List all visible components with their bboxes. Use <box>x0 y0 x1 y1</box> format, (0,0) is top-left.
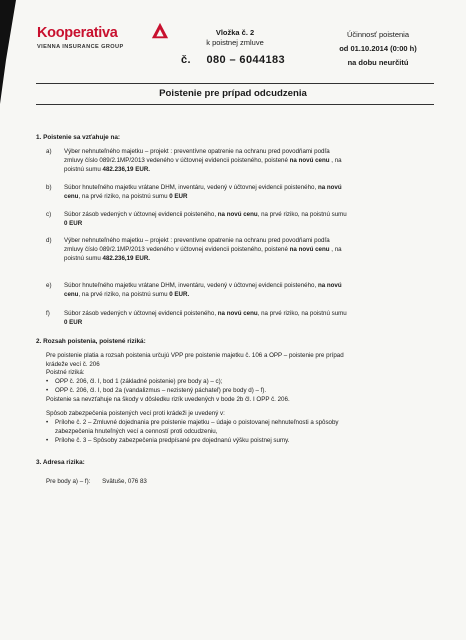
title-top-rule <box>36 83 434 84</box>
item-line: poistnú sumu 482.236,19 EUR. <box>64 255 151 262</box>
validity-date: od 01.10.2014 (0:00 h) <box>339 44 417 53</box>
bullet-text <box>55 419 435 436</box>
logo-triangle-icon <box>151 22 169 40</box>
annex-header <box>180 28 290 48</box>
item-line: 0 EUR <box>64 220 83 227</box>
annex-number: Vložka č. 2 <box>215 28 255 37</box>
section-3-heading: 3. Adresa rizika: <box>36 459 85 466</box>
item-text <box>64 183 436 201</box>
validity-block <box>318 28 438 70</box>
document-title: Poistenie pre prípad odcudzenia <box>159 88 307 99</box>
item-line: zmluvy číslo 089/2.1MP/2013 vedeného v účtovnej evidencii poisteného, poistené na novú cenu , na <box>64 246 342 253</box>
item-line: cenu, na prvé riziko, na poistnú sumu 0 EUR. <box>64 291 190 298</box>
item-line: zmluvy číslo 089/2.1MP/2013 vedeného v účtovnej evidencii poisteného, poistené na novú cenu , na <box>64 157 342 164</box>
item-line: poistnú sumu 482.236,19 EUR. <box>64 166 151 173</box>
paragraph-line: krádeže vecí č. 206 <box>46 360 100 368</box>
bullet-icon: • <box>46 387 49 394</box>
item-line: Súbor zásob vedených v účtovnej evidencii poisteného, na novú cenu, na prvé riziko, na poistnú sumu <box>64 310 347 317</box>
item-text <box>64 281 436 299</box>
bullet-icon: • <box>46 437 49 444</box>
logo-name: Kooperativa <box>37 25 118 41</box>
logo-subtitle: VIENNA INSURANCE GROUP <box>37 44 124 50</box>
item-label: b) <box>46 184 52 191</box>
bullet-line: zabezpečenia hnuteľných vecí a cenností proti odcudzeniu, <box>55 427 218 435</box>
bullet-icon: • <box>46 419 49 426</box>
annex-subtitle: k poistnej zmluve <box>206 38 264 47</box>
address-label: Pre body a) – f): <box>46 478 91 485</box>
item-text <box>64 210 436 228</box>
coverage-item-c <box>46 210 438 230</box>
item-text <box>64 309 436 327</box>
item-line: cenu, na prvé riziko, na poistnú sumu 0 EUR <box>64 193 188 200</box>
item-line: Súbor hnuteľného majetku vrátane DHM, inventáru, vedený v účtovnej evidencii poisteného, na novú <box>64 184 342 191</box>
coverage-item-a <box>46 147 438 177</box>
risk-address <box>46 478 147 485</box>
item-label: d) <box>46 237 52 244</box>
title-bottom-rule <box>36 104 434 105</box>
bullet-text: OPP č. 206, čl. I, bod 2a (vandalizmus – nezistený páchateľ) pre body d) – f). <box>55 387 267 394</box>
paragraph-line: Pre poistenie platia a rozsah poistenia určujú VPP pre poistenie majetku č. 106 a OPP – poistenie pre prípad <box>46 352 344 359</box>
item-text <box>64 236 436 263</box>
coverage-item-e <box>46 281 438 301</box>
validity-label: Účinnosť poistenia <box>346 30 409 39</box>
item-line: 0 EUR <box>64 319 83 326</box>
bullet-icon: • <box>46 378 49 385</box>
section-1-heading: 1. Poistenie sa vzťahuje na: <box>36 134 121 141</box>
contract-prefix: č. <box>181 54 191 66</box>
scope-paragraph <box>46 352 438 378</box>
company-logo <box>37 24 177 50</box>
risks-label: Poistné riziká: <box>46 369 85 377</box>
contract-number: 080 – 6044183 <box>206 54 286 66</box>
bullet-text: OPP č. 206, čl. I, bod 1 (základné poistenie) pre body a) – c); <box>55 378 223 385</box>
item-line: Súbor zásob vedených v účtovnej evidencii poisteného, na novú cenu, na prvé riziko, na poistnú sumu <box>64 211 347 218</box>
item-line: Súbor hnuteľného majetku vrátane DHM, inventáru, vedený v účtovnej evidencii poisteného, na novú <box>64 282 342 289</box>
item-line: Výber nehnuteľného majetku – projekt : preventívne opatrenie na ochranu pred povodňami podľa <box>64 148 330 155</box>
validity-term: na dobu neurčitú <box>347 58 409 67</box>
exclusion-paragraph: Poistenie sa nevzťahuje na škody v dôsledku rizík uvedených v bode 2b čl. I OPP č. 206. <box>46 396 290 403</box>
coverage-item-d <box>46 236 438 266</box>
item-line: Výber nehnuteľného majetku – projekt : preventívne opatrenie na ochranu pred povodňami podľa <box>64 237 330 244</box>
item-label: a) <box>46 148 52 155</box>
item-label: e) <box>46 282 52 289</box>
item-label: c) <box>46 211 52 218</box>
coverage-item-b <box>46 183 438 203</box>
address-value: Svätuše, 076 83 <box>102 478 147 485</box>
bullet-line: Prílohe č. 2 – Zmluvné dojednania pre poistenie majetku – údaje o poistovanej nehnuteľnosti a spôsoby <box>55 419 339 426</box>
section-2-heading: 2. Rozsah poistenia, poistené riziká: <box>36 338 146 345</box>
item-label: f) <box>46 310 50 317</box>
bullet-text: Prílohe č. 3 – Spôsoby zabezpečenia predpísané pre dojednanú výšku poistnej sumy. <box>55 437 290 444</box>
item-text <box>64 147 436 174</box>
security-paragraph: Spôsob zabezpečenia poistených vecí proti krádeži je uvedený v: <box>46 410 225 417</box>
coverage-item-f <box>46 309 438 329</box>
contract-number-line <box>181 54 285 66</box>
